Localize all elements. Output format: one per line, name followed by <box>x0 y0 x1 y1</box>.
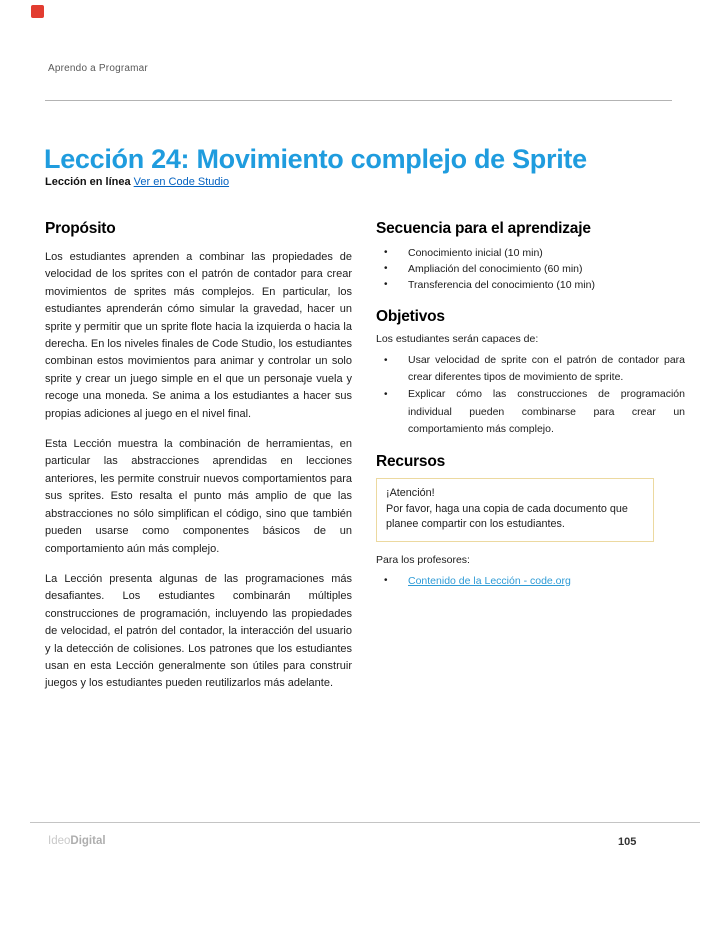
header-site-label: Aprendo a Programar <box>48 63 148 74</box>
objetivos-list <box>376 352 685 438</box>
page-number: 105 <box>618 836 637 848</box>
proposito-heading: Propósito <box>45 220 116 237</box>
lesson-online-label: Lección en línea <box>45 176 131 188</box>
bullet-icon: • <box>384 389 388 401</box>
bullet-icon: • <box>384 574 388 586</box>
list-item: • Conocimiento inicial (10 min) <box>376 245 685 261</box>
proposito-section <box>45 220 352 706</box>
footer-divider <box>30 822 700 823</box>
code-studio-link[interactable]: Ver en Code Studio <box>133 176 230 188</box>
attention-body: Por favor, haga una copia de cada documento que planee compartir con los estudiantes. <box>386 502 628 531</box>
list-item: • Explicar cómo las construcciones de programación individual pueden combinarse para crear un comportamiento más complejo. <box>376 386 685 438</box>
recursos-heading: Recursos <box>376 453 446 471</box>
list-item: • Transferencia del conocimiento (10 min) <box>376 277 685 293</box>
bullet-icon: • <box>384 263 388 274</box>
teachers-list <box>376 573 685 589</box>
list-item: • Ampliación del conocimiento (60 min) <box>376 261 685 277</box>
page-title: Lección 24: Movimiento complejo de Sprite <box>44 144 587 175</box>
bullet-icon: • <box>384 279 388 290</box>
secuencia-list <box>376 245 685 293</box>
content-columns <box>45 220 685 706</box>
sidebar-column <box>376 220 685 706</box>
list-item: • Usar velocidad de sprite con el patrón de contador para crear diferentes tipos de movimiento de sprite. <box>376 352 685 386</box>
footer-brand <box>48 835 106 847</box>
footer-brand-bold: Digital <box>70 835 106 847</box>
header-divider <box>45 100 672 101</box>
proposito-paragraph: La Lección presenta algunas de las programaciones más desafiantes. Los estudiantes combinarán múltiples construcciones de programación, incluyendo las propiedades de velocidad, el patrón del contador, la interacción del usuario y la detección de colisiones. Los patrones que los estudiantes usan en esta Lección generalmente son útiles para construir juegos y los estudiantes pueden reutilizarlos más adelante. <box>45 572 352 690</box>
bullet-icon: • <box>384 355 388 366</box>
attention-box <box>376 478 654 542</box>
objetivos-intro: Los estudiantes serán capaces de: <box>376 333 539 345</box>
list-item <box>376 573 685 589</box>
attention-title: ¡Atención! <box>386 487 435 500</box>
proposito-paragraph: Los estudiantes aprenden a combinar las propiedades de velocidad de los sprites con el patrón de contador para crear movimientos de sprites más complejos. En particular, los estudiantes aprenderán cómo simular la gravedad, hacer un sprite y permitir que un sprite flote hacia la izquierda o hacia la derecha. En los niveles finales de Code Studio, los estudiantes combinan estos movimientos para animar y controlar un solo sprite y crear un juego simple en el que un personaje vuela y recoge una moneda. Se anima a los estudiantes a hacer sus propias adiciones al juego en el nivel final. <box>45 251 352 420</box>
proposito-paragraph: Esta Lección muestra la combinación de herramientas, en particular las abstracciones aprendidas en lecciones anteriores, les permite construir nuevos comportamientos para sus sprites. Esto resalta el punto más amplio de que las abstracciones no sólo simplifican el código, sino que también pueden usarse como componentes básicos de un comportamiento aún más complejo. <box>45 438 352 555</box>
lesson-online-row <box>45 176 229 188</box>
bullet-icon: • <box>384 247 388 258</box>
lesson-content-link[interactable]: Contenido de la Lección - code.org <box>408 574 571 587</box>
footer-brand-light: Ideo <box>48 835 71 847</box>
brand-logo-icon <box>31 5 44 18</box>
teachers-label: Para los profesores: <box>376 553 470 566</box>
secuencia-heading: Secuencia para el aprendizaje <box>376 220 591 237</box>
objetivos-heading: Objetivos <box>376 308 445 325</box>
